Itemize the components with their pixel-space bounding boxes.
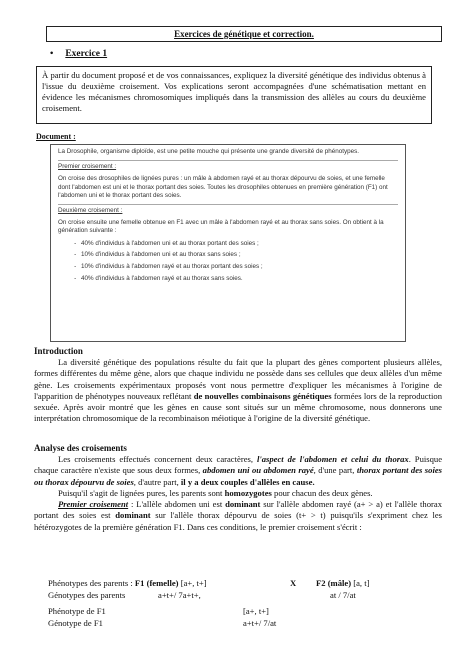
analyse-p1-bold: il y a deux couples d'allèles en cause. xyxy=(180,476,315,487)
geno-f1-label: Génotype de F1 xyxy=(48,618,103,628)
analyse-p2-bold: homozygotes xyxy=(224,487,272,498)
pheno-f1-val: [a+, t+] xyxy=(243,606,269,616)
pheno-parents-f2-val: [a, t] xyxy=(351,578,370,588)
pheno-parents-f1: F1 (femelle) xyxy=(134,578,179,588)
list-item: - 40% d'individus à l'abdomen rayé et au thorax sans soies. xyxy=(78,275,398,283)
document-label: Document : xyxy=(36,132,76,141)
exercise-heading xyxy=(50,49,107,59)
intro-p1: La diversité génétique des populations résulte du fait que la plupart des gènes comportent plusieurs allèles, formes différentes du même gène, alors que chaque individu ne possède dans ses cellules que deux allèles d'un même gène. Les croisements expérimentaux proposés vont nous permettre d'expliquer les mécanismes à l'origine de l'apparition de phénotypes nouveaux reflétant xyxy=(34,357,442,401)
analyse-p3-a: : L'allèle abdomen uni est xyxy=(128,499,226,510)
divider xyxy=(58,160,398,161)
bullet: • xyxy=(50,49,54,59)
introduction-text xyxy=(34,357,442,425)
dominant-1: dominant xyxy=(225,499,261,510)
document-box xyxy=(50,144,406,342)
pheno-parents-label: Phénotypes des parents : xyxy=(48,578,133,588)
list-item: - 40% d'individus à l'abdomen uni et au thorax portant des soies ; xyxy=(78,240,398,248)
analyse-p2-b: pour chacun des deux gènes. xyxy=(271,487,373,498)
analyse-p3-c: sur l'allèle thorax dépourvu de soies (t+ > t) puisqu'ils s'expriment chez les hétérozygotes de la première génération F1. Dans ces conditions, le premier croisement s'écrit : xyxy=(34,510,442,532)
divider xyxy=(58,204,398,205)
instruction-text: À partir du document proposé et de vos connaissances, expliquez la diversité génétique des individus obtenus à l'issue du deuxième croisement. Vos explications seront accompagnées d'une schématisation mettant en évidence les mécanismes chromosomiques impliqués dans la transmission des allèles au cours du deuxième croisement. xyxy=(42,70,426,113)
exercise-label: Exercice 1 xyxy=(65,49,108,59)
pheno-parents-f2: F2 (mâle) xyxy=(316,578,352,588)
geno-f1-val: a+t+/ 7/at xyxy=(243,618,277,628)
list-item: - 10% d'individus à l'abdomen uni et au thorax sans soies ; xyxy=(78,251,398,259)
analyse-heading: Analyse des croisements xyxy=(34,443,127,453)
instruction-box xyxy=(36,66,432,124)
first-cross-label: Premier croisement xyxy=(58,499,129,510)
analyse-p1-b: . Puisque chaque caractère n'existe que sous deux formes, xyxy=(34,454,443,476)
dominant-2: dominant xyxy=(115,510,151,521)
analyse-p3-b: sur l'allèle abdomen rayé (a+ > a) et l'allèle thorax portant des soies est xyxy=(34,499,442,521)
cross1-text: On croise des drosophiles de lignées pures : un mâle à abdomen rayé et au thorax dépourvu de soies, et une femelle dont l'abdomen est uni et le thorax portant des soies. Toutes les drosophiles obtenues en première génération (F1) ont l'abdomen uni et le thorax portant des soies. xyxy=(58,175,388,199)
analyse-p1-a: Les croisements effectués concernent deux caractères, xyxy=(58,454,257,464)
introduction-heading: Introduction xyxy=(34,346,83,356)
page-title: Exercices de génétique et correction. xyxy=(46,26,442,42)
cross2-title: Deuxième croisement : xyxy=(58,207,123,215)
analyse-p1-c: , d'une part, xyxy=(313,465,357,476)
pheno-parents-row xyxy=(48,578,207,589)
analyse-p2-a: Puisqu'il s'agit de lignées pures, les parents sont xyxy=(58,487,225,498)
pheno-parents-f1-val: [a+, t+] xyxy=(178,578,207,588)
geno-parents-f2: at / 7/at xyxy=(330,590,356,600)
intro-p1-end: formées lors de la reproduction sexuée. Après avoir montré que les gènes en cause sont situés sur un même chromosome, nous donnerons une interprétation chromosomique de la recombinaison méiotique à l'origine de la diversité génétique. xyxy=(34,390,442,424)
analyse-text xyxy=(34,454,442,533)
intro-bold: de nouvelles combinaisons génétiques xyxy=(193,390,332,401)
analyse-p1-italic3: thorax portant des soies ou thorax dépourvu de soies xyxy=(34,465,442,487)
pheno-f1-label: Phénotype de F1 xyxy=(48,606,106,616)
cross-symbol: X xyxy=(290,578,297,588)
geno-parents-f1: a+t+/ 7a+t+, xyxy=(158,590,201,600)
analyse-p1-d: , d'autre part, xyxy=(133,476,181,487)
pheno-parents-f2-row xyxy=(316,578,369,589)
cross1-title: Premier croisement : xyxy=(58,163,117,171)
list-item: - 10% d'individus à l'abdomen rayé et au thorax portant des soies ; xyxy=(78,263,398,271)
analyse-p1-italic2: abdomen uni ou abdomen rayé xyxy=(202,465,314,476)
analyse-p1-italic: l'aspect de l'abdomen et celui du thorax xyxy=(256,454,409,464)
document-intro: La Drosophile, organisme diploïde, est une petite mouche qui présente une grande diversité de phénotypes. xyxy=(58,148,360,155)
results-list xyxy=(58,240,398,284)
cross2-text: On croise ensuite une femelle obtenue en F1 avec un mâle à l'abdomen rayé et au thorax sans soies. On obtient à la génération suivante : xyxy=(58,219,384,235)
geno-parents-label: Génotypes des parents xyxy=(48,590,126,600)
